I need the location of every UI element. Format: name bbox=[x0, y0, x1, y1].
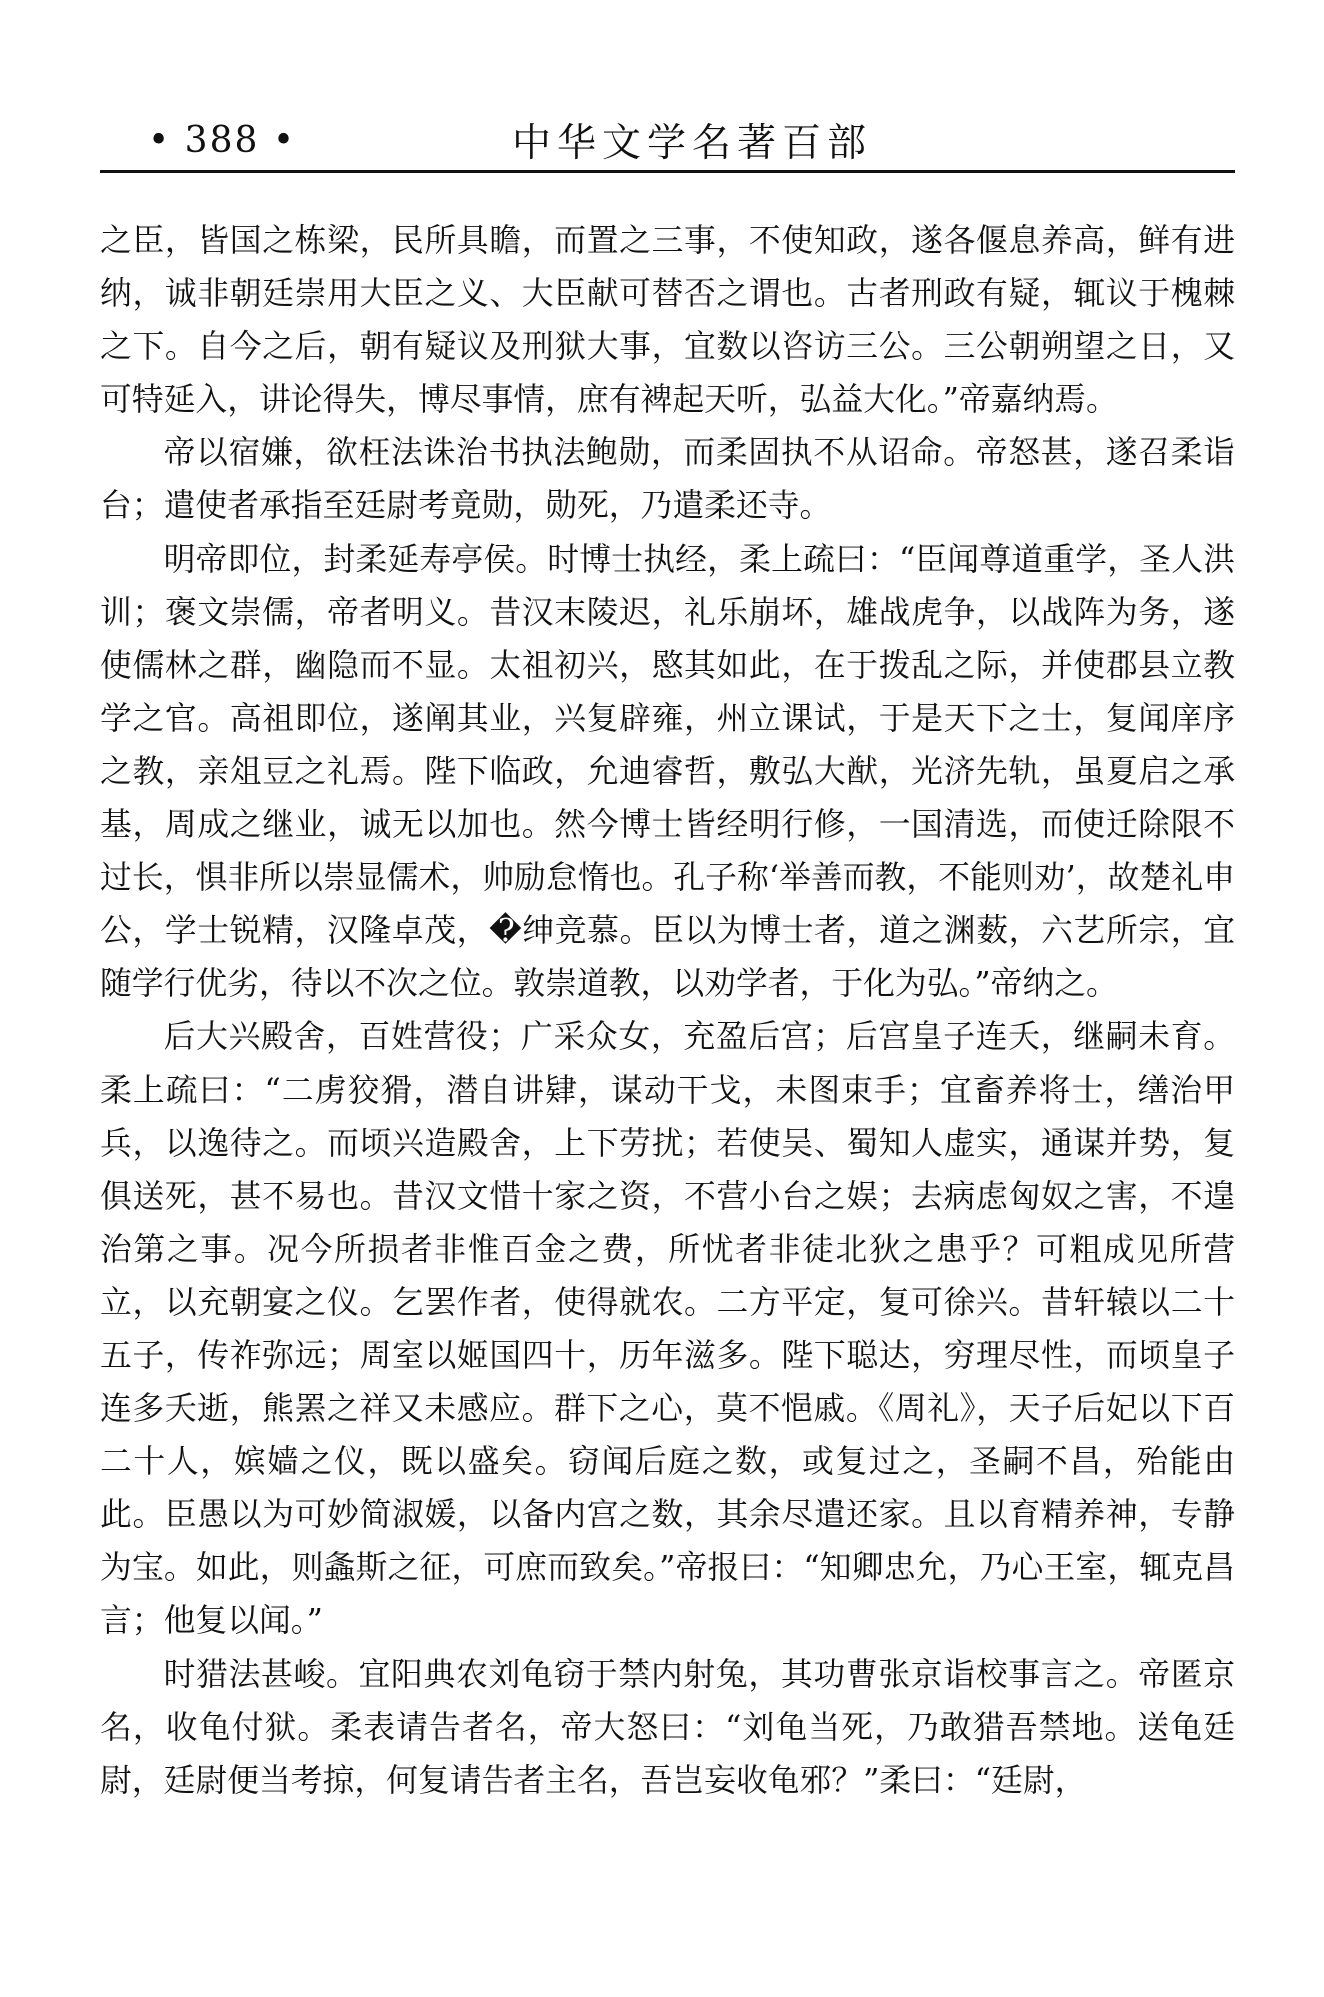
paragraph: 时猎法甚峻。宜阳典农刘龟窃于禁内射兔，其功曹张京诣校事言之。帝匿京名，收龟付狱。柔表请告者名，帝大怒曰：“刘龟当死，乃敢猎吾禁地。送龟廷尉，廷尉便当考掠，何复请告者主名，吾岂妄收龟邪？”柔曰：“廷尉， bbox=[100, 1655, 1235, 1799]
body-text bbox=[100, 214, 1235, 1807]
paragraph: 之臣，皆国之栋梁，民所具瞻，而置之三事，不使知政，遂各偃息养高，鲜有进纳，诚非朝廷崇用大臣之义、大臣献可替否之谓也。古者刑政有疑，辄议于槐棘之下。自今之后，朝有疑议及刑狱大事，宜数以咨访三公。三公朝朔望之日，又可特延入，讲论得失，博尽事情，庶有裨起天听，弘益大化。”帝嘉纳焉。 bbox=[100, 222, 1235, 419]
header-rule bbox=[100, 170, 1235, 173]
paragraph: 帝以宿嫌，欲枉法诛治书执法鲍勋，而柔固执不从诏命。帝怒甚，遂召柔诣台；遣使者承指至廷尉考竟勋，勋死，乃遣柔还寺。 bbox=[100, 434, 1235, 525]
paragraph: 后大兴殿舍，百姓营役；广采众女，充盈后宫；后宫皇子连夭，继嗣未育。柔上疏曰：“二虏狡猾，潜自讲肄，谋动干戈，未图束手；宜畜养将士，缮治甲兵，以逸待之。而顷兴造殿舍，上下劳扰；若使吴、蜀知人虚实，通谋并势，复俱送死，甚不易也。昔汉文惜十家之资，不营小台之娱；去病虑匈奴之害，不遑治第之事。况今所损者非惟百金之费，所忧者非徒北狄之患乎？可粗成见所营立，以充朝宴之仪。乞罢作者，使得就农。二方平定，复可徐兴。昔轩辕以二十五子，传祚弥远；周室以姬国四十，历年滋多。陛下聪达，穷理尽性，而顷皇子连多夭逝，熊罴之祥又未感应。群下之心，莫不悒戚。《周礼》，天子后妃以下百二十人，嫔嫱之仪，既以盛矣。窃闻后庭之数，或复过之，圣嗣不昌，殆能由此。臣愚以为可妙简淑媛，以备内宫之数，其余尽遣还家。且以育精养神，专静为宝。如此，则螽斯之征，可庶而致矣。”帝报曰：“知卿忠允，乃心王室，辄克昌言；他复以闻。” bbox=[100, 1018, 1235, 1640]
paragraph: 明帝即位，封柔延寿亭侯。时博士执经，柔上疏曰：“臣闻尊道重学，圣人洪训；褒文崇儒，帝者明义。昔汉末陵迟，礼乐崩坏，雄战虎争，以战阵为务，遂使儒林之群，幽隐而不显。太祖初兴，愍其如此，在于拨乱之际，并使郡县立教学之官。高祖即位，遂阐其业，兴复辟雍，州立课试，于是天下之士，复闻庠序之教，亲俎豆之礼焉。陛下临政，允迪睿哲，敷弘大猷，光济先轨，虽夏启之承基，周成之继业，诚无以加也。然今博士皆经明行修，一国清选，而使迁除限不过长，惧非所以崇显儒术，帅励怠惰也。孔子称‘举善而教，不能则劝’，故楚礼申公，学士锐精，汉隆卓茂，�绅竞慕。臣以为博士者，道之渊薮，六艺所宗，宜随学行优劣，待以不次之位。敦崇道教，以劝学者，于化为弘。”帝纳之。 bbox=[100, 540, 1235, 1003]
running-title: 中华文学名著百部 bbox=[512, 121, 873, 166]
page-header bbox=[100, 112, 1235, 172]
page-number: • 388 • bbox=[148, 120, 297, 161]
